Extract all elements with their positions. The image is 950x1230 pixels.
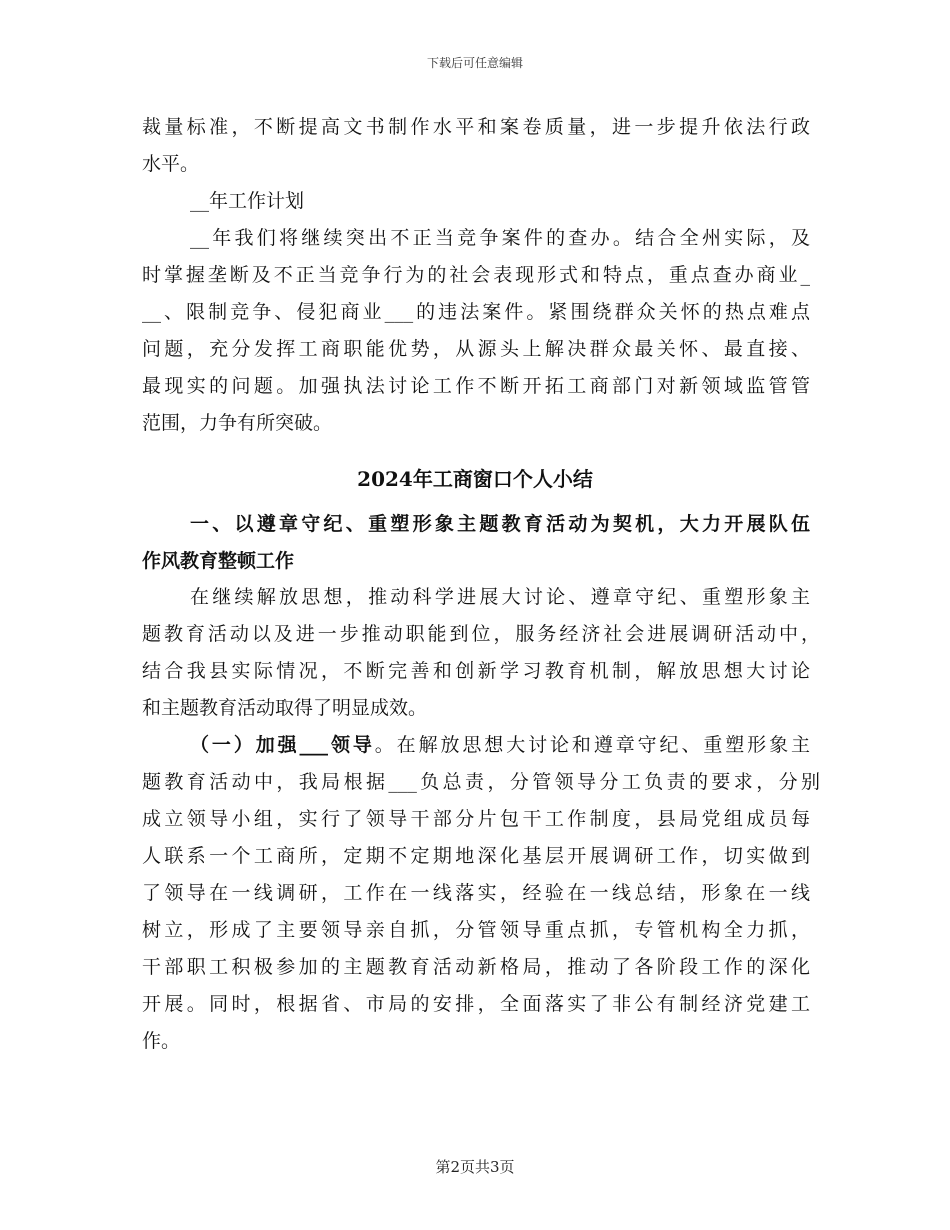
body-line: 作。 [142, 1030, 181, 1052]
section-heading: 一、以遵章守纪、重塑形象主题教育活动为契机，大力开展队伍 [190, 513, 810, 535]
body-line: 和主题教育活动取得了明显成效。 [142, 697, 428, 719]
body-line: __、限制竞争、侵犯商业___的违法案件。紧围绕群众关怀的热点难点 [142, 301, 810, 323]
body-line: 结合我县实际情况，不断完善和创新学习教育机制，解放思想大讨论 [142, 660, 810, 682]
body-line: 题教育活动以及进一步推动职能到位，服务经济社会进展调研活动中， [142, 623, 820, 645]
subsection-first-line [190, 736, 810, 755]
body-line: 问题，充分发挥工商职能优势，从源头上解决群众最关怀、最直接、 [142, 338, 810, 360]
subsection-heading: （一）加强___领导 [190, 734, 375, 756]
body-line: 题教育活动中，我局根据___负总责，分管领导分工负责的要求，分别 [142, 771, 820, 793]
body-line: 最现实的问题。加强执法讨论工作不断开拓工商部门对新领域监管管 [142, 375, 810, 397]
body-line: 干部职工积极参加的主题教育活动新格局，推动了各阶段工作的深化 [142, 956, 810, 978]
body-line: 树立，形成了主要领导亲自抓，分管领导重点抓，专管机构全力抓， [142, 919, 810, 941]
document-title: 2024年工商窗口个人小结 [357, 467, 593, 491]
body-line: 成立领导小组，实行了领导干部分片包干工作制度，县局党组成员每 [142, 808, 810, 830]
body-line: 开展。同时，根据省、市局的安排，全面落实了非公有制经济党建工 [142, 993, 810, 1015]
body-line: 时掌握垄断及不正当竞争行为的社会表现形式和特点，重点查办商业_ [142, 264, 810, 286]
body-line: __年我们将继续突出不正当竞争案件的查办。结合全州实际，及 [190, 227, 810, 249]
subsection-text: 。在解放思想大讨论和遵章守纪、重塑形象主 [374, 734, 810, 756]
body-line: 裁量标准，不断提高文书制作水平和案卷质量，进一步提升依法行政 [142, 116, 810, 138]
header-note: 下载后可任意编辑 [426, 56, 523, 70]
body-line: 了领导在一线调研，工作在一线落实，经验在一线总结，形象在一线 [142, 882, 810, 904]
section-heading: 作风教育整顿工作 [142, 550, 295, 572]
plan-heading: __年工作计划 [190, 190, 305, 212]
page-number: 第2页共3页 [435, 1158, 515, 1176]
body-line: 范围，力争有所突破。 [142, 412, 333, 434]
body-line: 水平。 [142, 153, 200, 175]
body-line: 在继续解放思想，推动科学进展大讨论、遵章守纪、重塑形象主 [190, 586, 810, 608]
body-line: 人联系一个工商所，定期不定期地深化基层开展调研工作，切实做到 [142, 845, 810, 867]
